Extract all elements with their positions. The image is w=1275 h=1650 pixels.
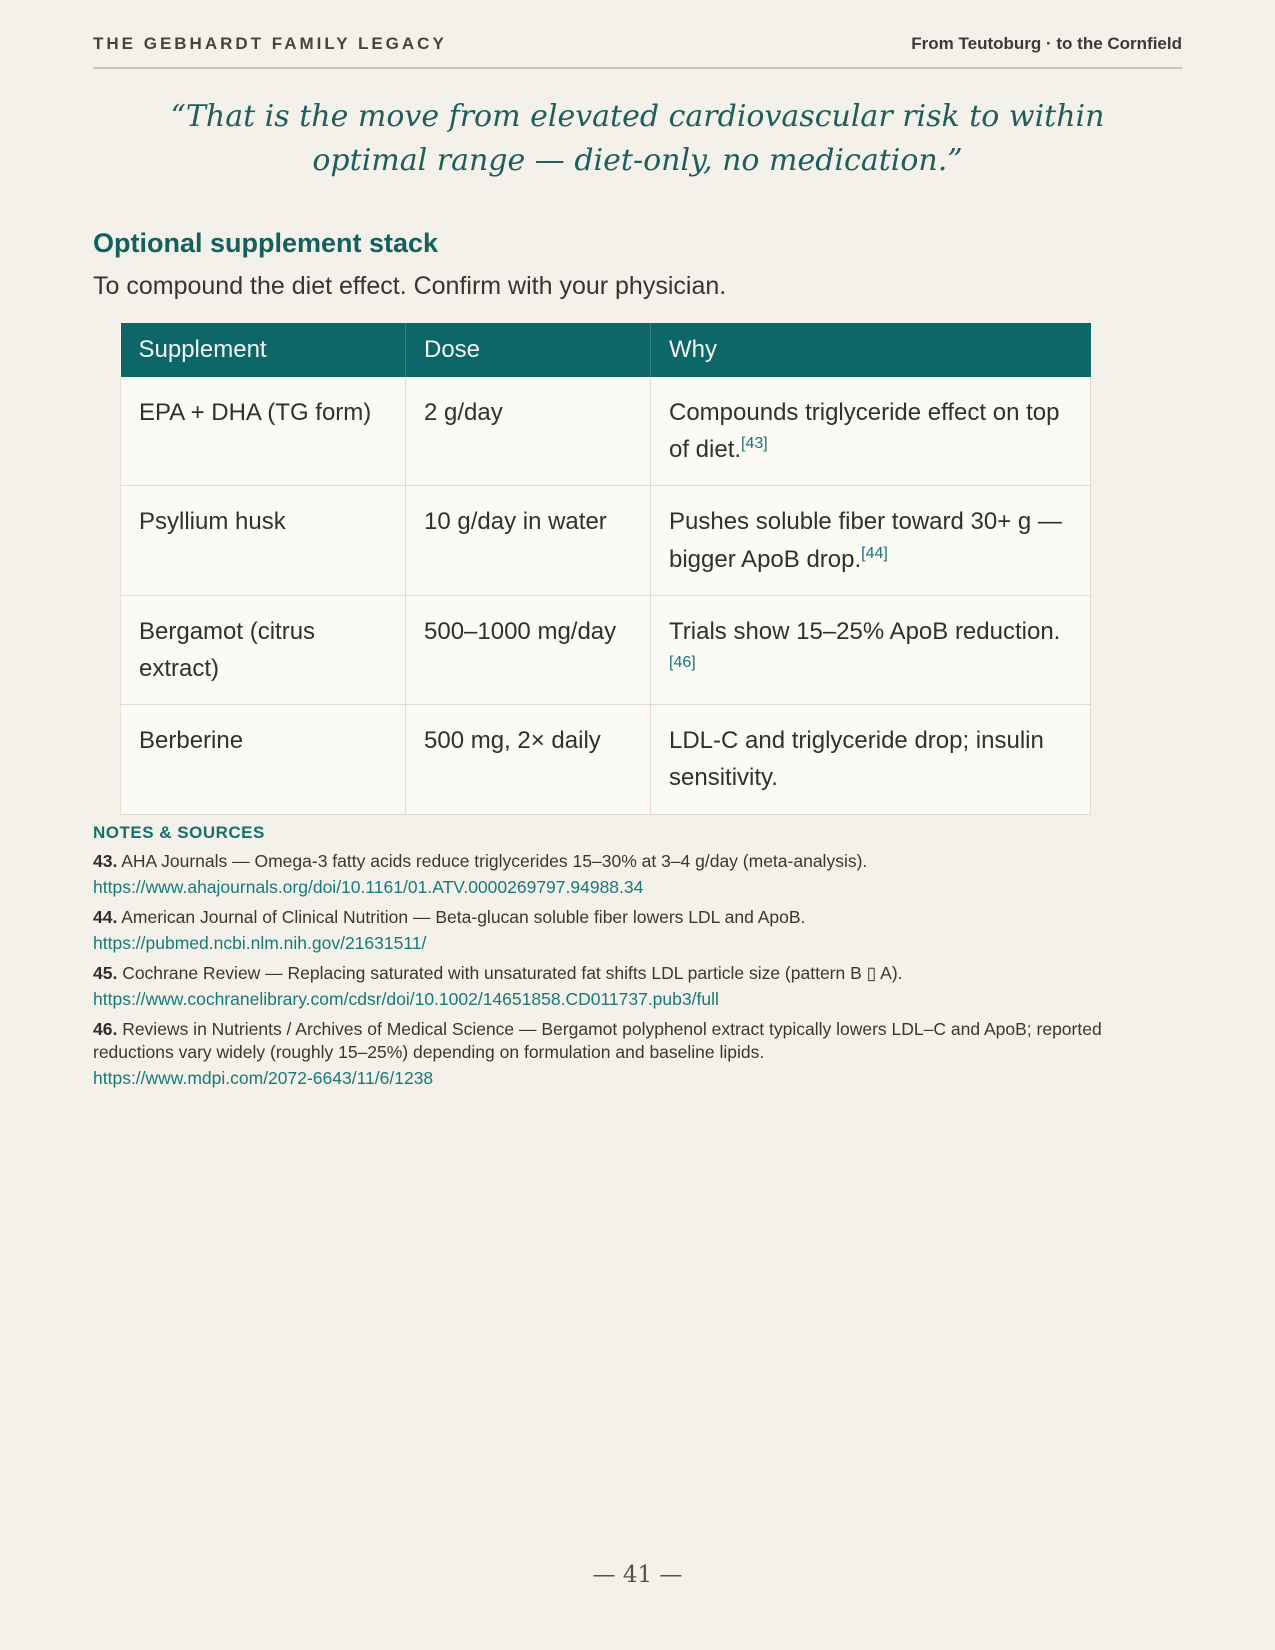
note-link[interactable]: https://www.ahajournals.org/doi/10.1161/01.ATV.0000269797.94988.34	[93, 876, 644, 897]
note-text: American Journal of Clinical Nutrition — Beta-glucan soluble fiber lowers LDL and ApoB.	[117, 906, 806, 927]
table-row	[121, 377, 1091, 486]
column-header-supplement: Supplement	[121, 323, 406, 377]
why-cell	[651, 595, 1091, 704]
section-intro: To compound the diet effect. Confirm with your physician.	[93, 272, 727, 300]
table-row	[121, 595, 1091, 704]
note-item	[93, 962, 1182, 1011]
notes-title: NOTES & SOURCES	[93, 822, 265, 842]
note-link[interactable]: https://pubmed.ncbi.nlm.nih.gov/21631511/	[93, 932, 427, 953]
supplement-cell: Bergamot (citrus extract)	[121, 595, 406, 704]
pull-quote: “That is the move from elevated cardiovascular risk to within optimal range — diet-only, no medication.”	[170, 99, 1105, 178]
column-header-dose: Dose	[406, 323, 651, 377]
dose-cell: 500 mg, 2× daily	[406, 705, 651, 814]
why-text: Pushes soluble fiber toward 30+ g — bigger ApoB drop.	[669, 508, 1062, 573]
dose-cell: 10 g/day in water	[406, 486, 651, 595]
why-text: LDL-C and triglyceride drop; insulin sensitivity.	[669, 727, 1044, 792]
dose-cell: 500–1000 mg/day	[406, 595, 651, 704]
table-row	[121, 486, 1091, 595]
note-item	[93, 850, 1182, 899]
note-number: 46.	[93, 1019, 118, 1040]
dose-cell: 2 g/day	[406, 377, 651, 486]
chapter-title: From Teutoburg · to the Cornfield	[911, 34, 1182, 53]
table-row	[121, 705, 1091, 814]
column-header-why: Why	[651, 323, 1091, 377]
supplement-cell: EPA + DHA (TG form)	[121, 377, 406, 486]
why-text: Trials show 15–25% ApoB reduction.	[669, 617, 1061, 645]
supplement-cell: Berberine	[121, 705, 406, 814]
supplement-cell: Psyllium husk	[121, 486, 406, 595]
note-link[interactable]: https://www.mdpi.com/2072-6643/11/6/1238	[93, 1068, 434, 1089]
footnote-ref: [43]	[741, 435, 768, 453]
note-text: Cochrane Review — Replacing saturated with unsaturated fat shifts LDL particle size (pattern B ▯ A).	[117, 962, 903, 983]
note-number: 45.	[93, 962, 118, 983]
why-cell	[651, 486, 1091, 595]
note-link[interactable]: https://www.cochranelibrary.com/cdsr/doi/10.1002/14651858.CD011737.pub3/full	[93, 988, 719, 1009]
table-header-row	[121, 323, 1091, 377]
why-text: Compounds triglyceride effect on top of diet.	[669, 399, 1060, 464]
section-title: Optional supplement stack	[93, 228, 439, 258]
note-text: Reviews in Nutrients / Archives of Medical Science — Bergamot polyphenol extract typically lowers LDL–C and ApoB; reported reductions vary widely (roughly 15–25%) depending on formulation and baseline lipids.	[93, 1019, 1102, 1063]
notes-and-sources	[93, 823, 1182, 1091]
note-text: AHA Journals — Omega-3 fatty acids reduce triglycerides 15–30% at 3–4 g/day (meta-analysis).	[117, 850, 868, 871]
book-title: THE GEBHARDT FAMILY LEGACY	[93, 34, 447, 53]
why-cell	[651, 705, 1091, 814]
note-item	[93, 1018, 1182, 1090]
why-cell	[651, 377, 1091, 486]
note-item	[93, 906, 1182, 955]
note-number: 44.	[93, 906, 118, 927]
page-header	[93, 34, 1182, 69]
page-number: — 41 —	[592, 1562, 683, 1588]
note-number: 43.	[93, 850, 118, 871]
footnote-ref: [46]	[669, 653, 696, 671]
footnote-ref: [44]	[861, 544, 888, 562]
supplement-table	[120, 323, 1091, 815]
